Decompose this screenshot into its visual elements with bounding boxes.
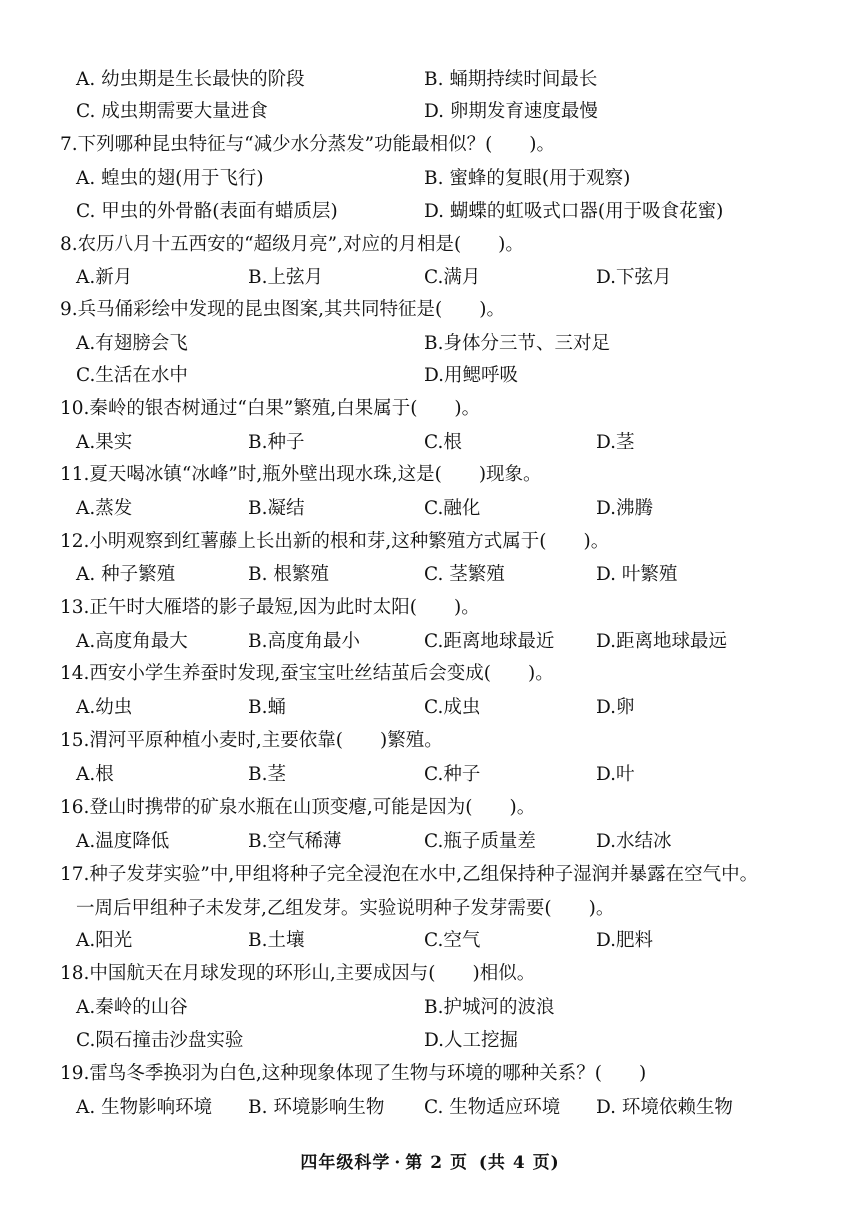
q15-option-a: A.根 [76,764,114,785]
q11-option-d: D.沸腾 [596,498,654,519]
q8-stem: 8.农历八月十五西安的“超级月亮”,对应的月相是( )。 [60,234,524,255]
q12-option-d: D. 叶繁殖 [596,564,678,585]
q12-option-a: A. 种子繁殖 [76,564,176,585]
q10-option-a: A.果实 [76,432,133,453]
q7-option-a: A. 蝗虫的翅(用于飞行) [76,168,264,189]
q18-option-b: B.护城河的波浪 [424,997,555,1018]
footer-total-pages: (共 4 页) [478,1153,560,1173]
q8-option-c: C.满月 [424,267,481,288]
q18-option-c: C.陨石撞击沙盘实验 [76,1030,244,1051]
q15-option-c: C.种子 [424,764,481,785]
q7-stem: 7.下列哪种昆虫特征与“减少水分蒸发”功能最相似？( )。 [60,134,556,155]
q17-stem: 17.种子发芽实验”中,甲组将种子完全浸泡在水中,乙组保持种子湿润并暴露在空气中。 [60,864,759,885]
q8-option-d: D.下弦月 [596,267,672,288]
q10-option-b: B.种子 [248,432,305,453]
q13-option-c: C.距离地球最近 [424,631,555,652]
q14-option-a: A.幼虫 [76,697,133,718]
q6-option-a: A. 幼虫期是生长最快的阶段 [76,69,305,90]
q15-stem: 15.渭河平原种植小麦时,主要依靠( )繁殖。 [60,730,443,751]
q11-stem: 11.夏天喝冰镇“冰峰”时,瓶外壁出现水珠,这是( )现象。 [60,464,542,485]
q14-option-d: D.卵 [596,697,635,718]
q16-option-d: D.水结冰 [596,831,672,852]
footer-page-number: 第 2 页 [405,1153,468,1173]
q19-option-b: B. 环境影响生物 [248,1097,385,1118]
footer-subject: 四年级科学 [300,1153,391,1173]
q12-option-b: B. 根繁殖 [248,564,329,585]
q8-option-b: B.上弦月 [248,267,323,288]
q10-option-d: D.茎 [596,432,635,453]
q15-option-d: D.叶 [596,764,635,785]
q16-stem: 16.登山时携带的矿泉水瓶在山顶变瘪,可能是因为( )。 [60,797,536,818]
q14-option-c: C.成虫 [424,697,481,718]
q16-option-a: A.温度降低 [76,831,170,852]
page-footer [0,1148,860,1173]
q6-option-d: D. 卵期发育速度最慢 [424,101,598,122]
q14-option-b: B.蛹 [248,697,286,718]
q17-option-c: C.空气 [424,930,481,951]
q17-option-d: D.肥料 [596,930,654,951]
q17-option-b: B.土壤 [248,930,305,951]
q18-option-a: A.秦岭的山谷 [76,997,188,1018]
q15-option-b: B.茎 [248,764,286,785]
q17-stem-continued: 一周后甲组种子未发芽,乙组发芽。实验说明种子发芽需要( )。 [76,898,615,919]
q9-option-c: C.生活在水中 [76,365,188,386]
q11-option-a: A.蒸发 [76,498,133,519]
q13-option-d: D.距离地球最远 [596,631,728,652]
q17-option-a: A.阳光 [76,930,133,951]
q18-stem: 18.中国航天在月球发现的环形山,主要成因与( )相似。 [60,963,536,984]
q7-option-b: B. 蜜蜂的复眼(用于观察) [424,168,631,189]
q10-stem: 10.秦岭的银杏树通过“白果”繁殖,白果属于( )。 [60,398,481,419]
q7-option-d: D. 蝴蝶的虹吸式口器(用于吸食花蜜) [424,201,724,222]
q12-option-c: C. 茎繁殖 [424,564,505,585]
q19-stem: 19.雷鸟冬季换羽为白色,这种现象体现了生物与环境的哪种关系？( ) [60,1063,647,1084]
q10-option-c: C.根 [424,432,462,453]
q16-option-b: B.空气稀薄 [248,831,342,852]
q19-option-d: D. 环境依赖生物 [596,1097,733,1118]
q7-option-c: C. 甲虫的外骨骼(表面有蜡质层) [76,201,338,222]
q19-option-c: C. 生物适应环境 [424,1097,561,1118]
q9-option-a: A.有翅膀会飞 [76,333,188,354]
q16-option-c: C.瓶子质量差 [424,831,536,852]
q9-option-d: D.用鳃呼吸 [424,365,519,386]
q9-stem: 9.兵马俑彩绘中发现的昆虫图案,其共同特征是( )。 [60,299,505,320]
q8-option-a: A.新月 [76,267,133,288]
q19-option-a: A. 生物影响环境 [76,1097,213,1118]
footer-dot: · [394,1153,402,1173]
q11-option-c: C.融化 [424,498,481,519]
q14-stem: 14.西安小学生养蚕时发现,蚕宝宝吐丝结茧后会变成( )。 [60,663,554,684]
q6-option-b: B. 蛹期持续时间最长 [424,69,598,90]
q11-option-b: B.凝结 [248,498,305,519]
q13-option-b: B.高度角最小 [248,631,360,652]
q6-option-c: C. 成虫期需要大量进食 [76,101,268,122]
q12-stem: 12.小明观察到红薯藤上长出新的根和芽,这种繁殖方式属于( )。 [60,531,610,552]
q9-option-b: B.身体分三节、三对足 [424,333,610,354]
q13-stem: 13.正午时大雁塔的影子最短,因为此时太阳( )。 [60,597,480,618]
q18-option-d: D.人工挖掘 [424,1030,519,1051]
q13-option-a: A.高度角最大 [76,631,188,652]
